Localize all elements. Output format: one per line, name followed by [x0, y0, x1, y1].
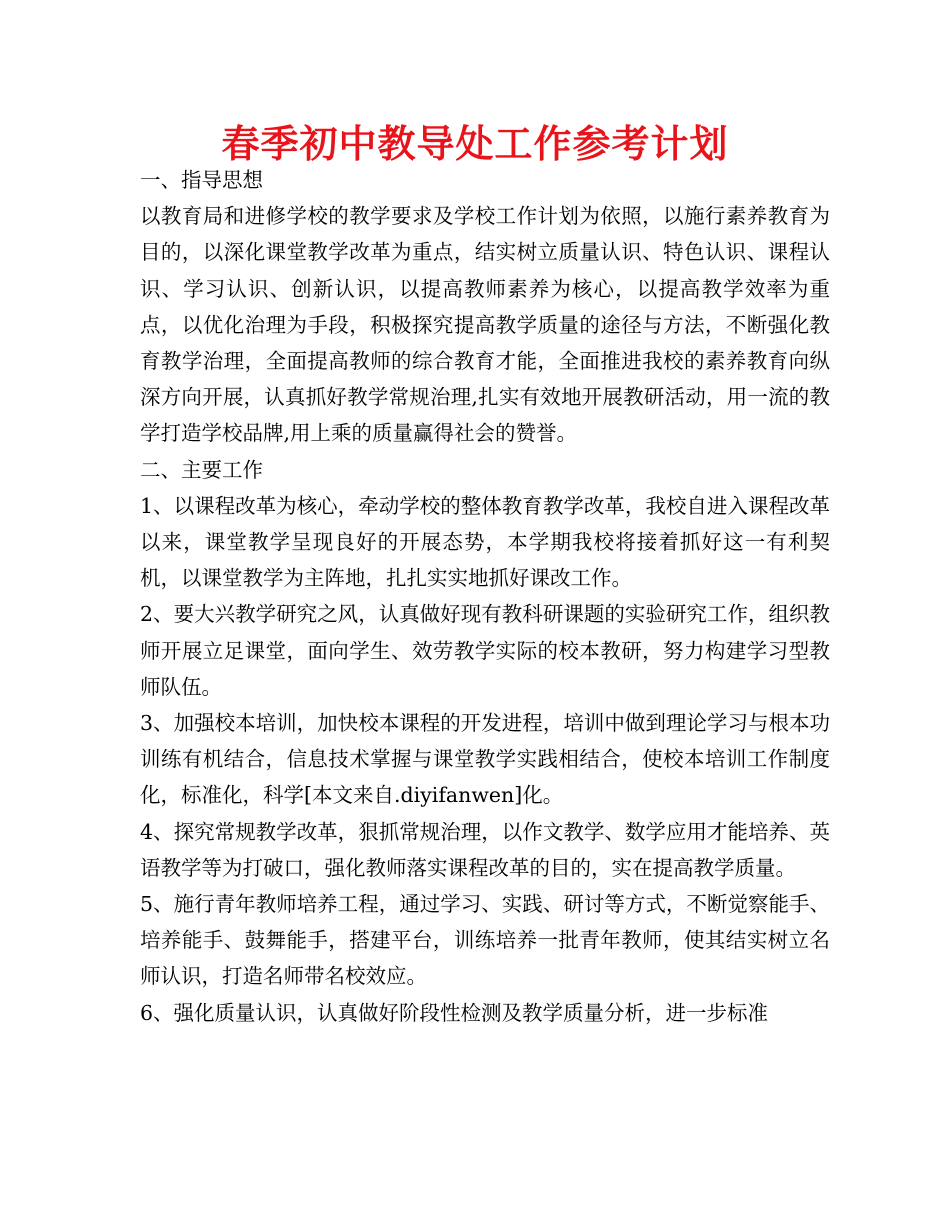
document-body	[140, 162, 830, 1031]
paragraph-guiding-ideology: 以教育局和进修学校的教学要求及学校工作计划为依照，以施行素养教育为目的，以深化课堂教学改革为重点，结实树立质量认识、特色认识、课程认识、学习认识、创新认识，以提高教师素养为核心，以提高教学效率为重点，以优化治理为手段，积极探究提高教学质量的途径与方法，不断强化教育教学治理，全面提高教师的综合教育才能，全面推进我校的素养教育向纵深方向开展，认真抓好教学常规治理,扎实有效地开展教研活动，用一流的教学打造学校品牌,用上乘的质量赢得社会的赞誉。	[140, 204, 830, 446]
section-heading-main-work: 二、主要工作	[140, 457, 263, 482]
document-title: 春季初中教导处工作参考计划	[221, 122, 729, 166]
paragraph-item-1: 1、以课程改革为核心，牵动学校的整体教育教学改革，我校自进入课程改革以来，课堂教学呈现良好的开展态势，本学期我校将接着抓好这一有利契机，以课堂教学为主阵地，扎扎实实地抓好课改工作。	[140, 493, 830, 591]
paragraph-item-4: 4、探究常规教学改革，狠抓常规治理，以作文教学、数学应用才能培养、英语教学等为打破口，强化教师落实课程改革的目的，实在提高教学质量。	[140, 819, 830, 880]
section-heading-guiding-ideology: 一、指导思想	[140, 168, 263, 192]
paragraph-item-6: 6、强化质量认识，认真做好阶段性检测及教学质量分析，进一步标准	[140, 1000, 769, 1025]
paragraph-item-3: 3、加强校本培训，加快校本课程的开发进程，培训中做到理论学习与根本功训练有机结合，信息技术掌握与课堂教学实践相结合，使校本培训工作制度化，标准化，科学[本文来自.diyifanwen]化。	[140, 711, 830, 808]
paragraph-item-2: 2、要大兴教学研究之风，认真做好现有教科研课题的实验研究工作，组织教师开展立足课堂，面向学生、效劳教学实际的校本教研，努力构建学习型教师队伍。	[140, 602, 830, 699]
paragraph-item-5: 5、施行青年教师培养工程，通过学习、实践、研讨等方式，不断觉察能手、培养能手、鼓舞能手，搭建平台，训练培养一批青年教师，使其结实树立名师认识，打造名师带名校效应。	[140, 892, 830, 989]
